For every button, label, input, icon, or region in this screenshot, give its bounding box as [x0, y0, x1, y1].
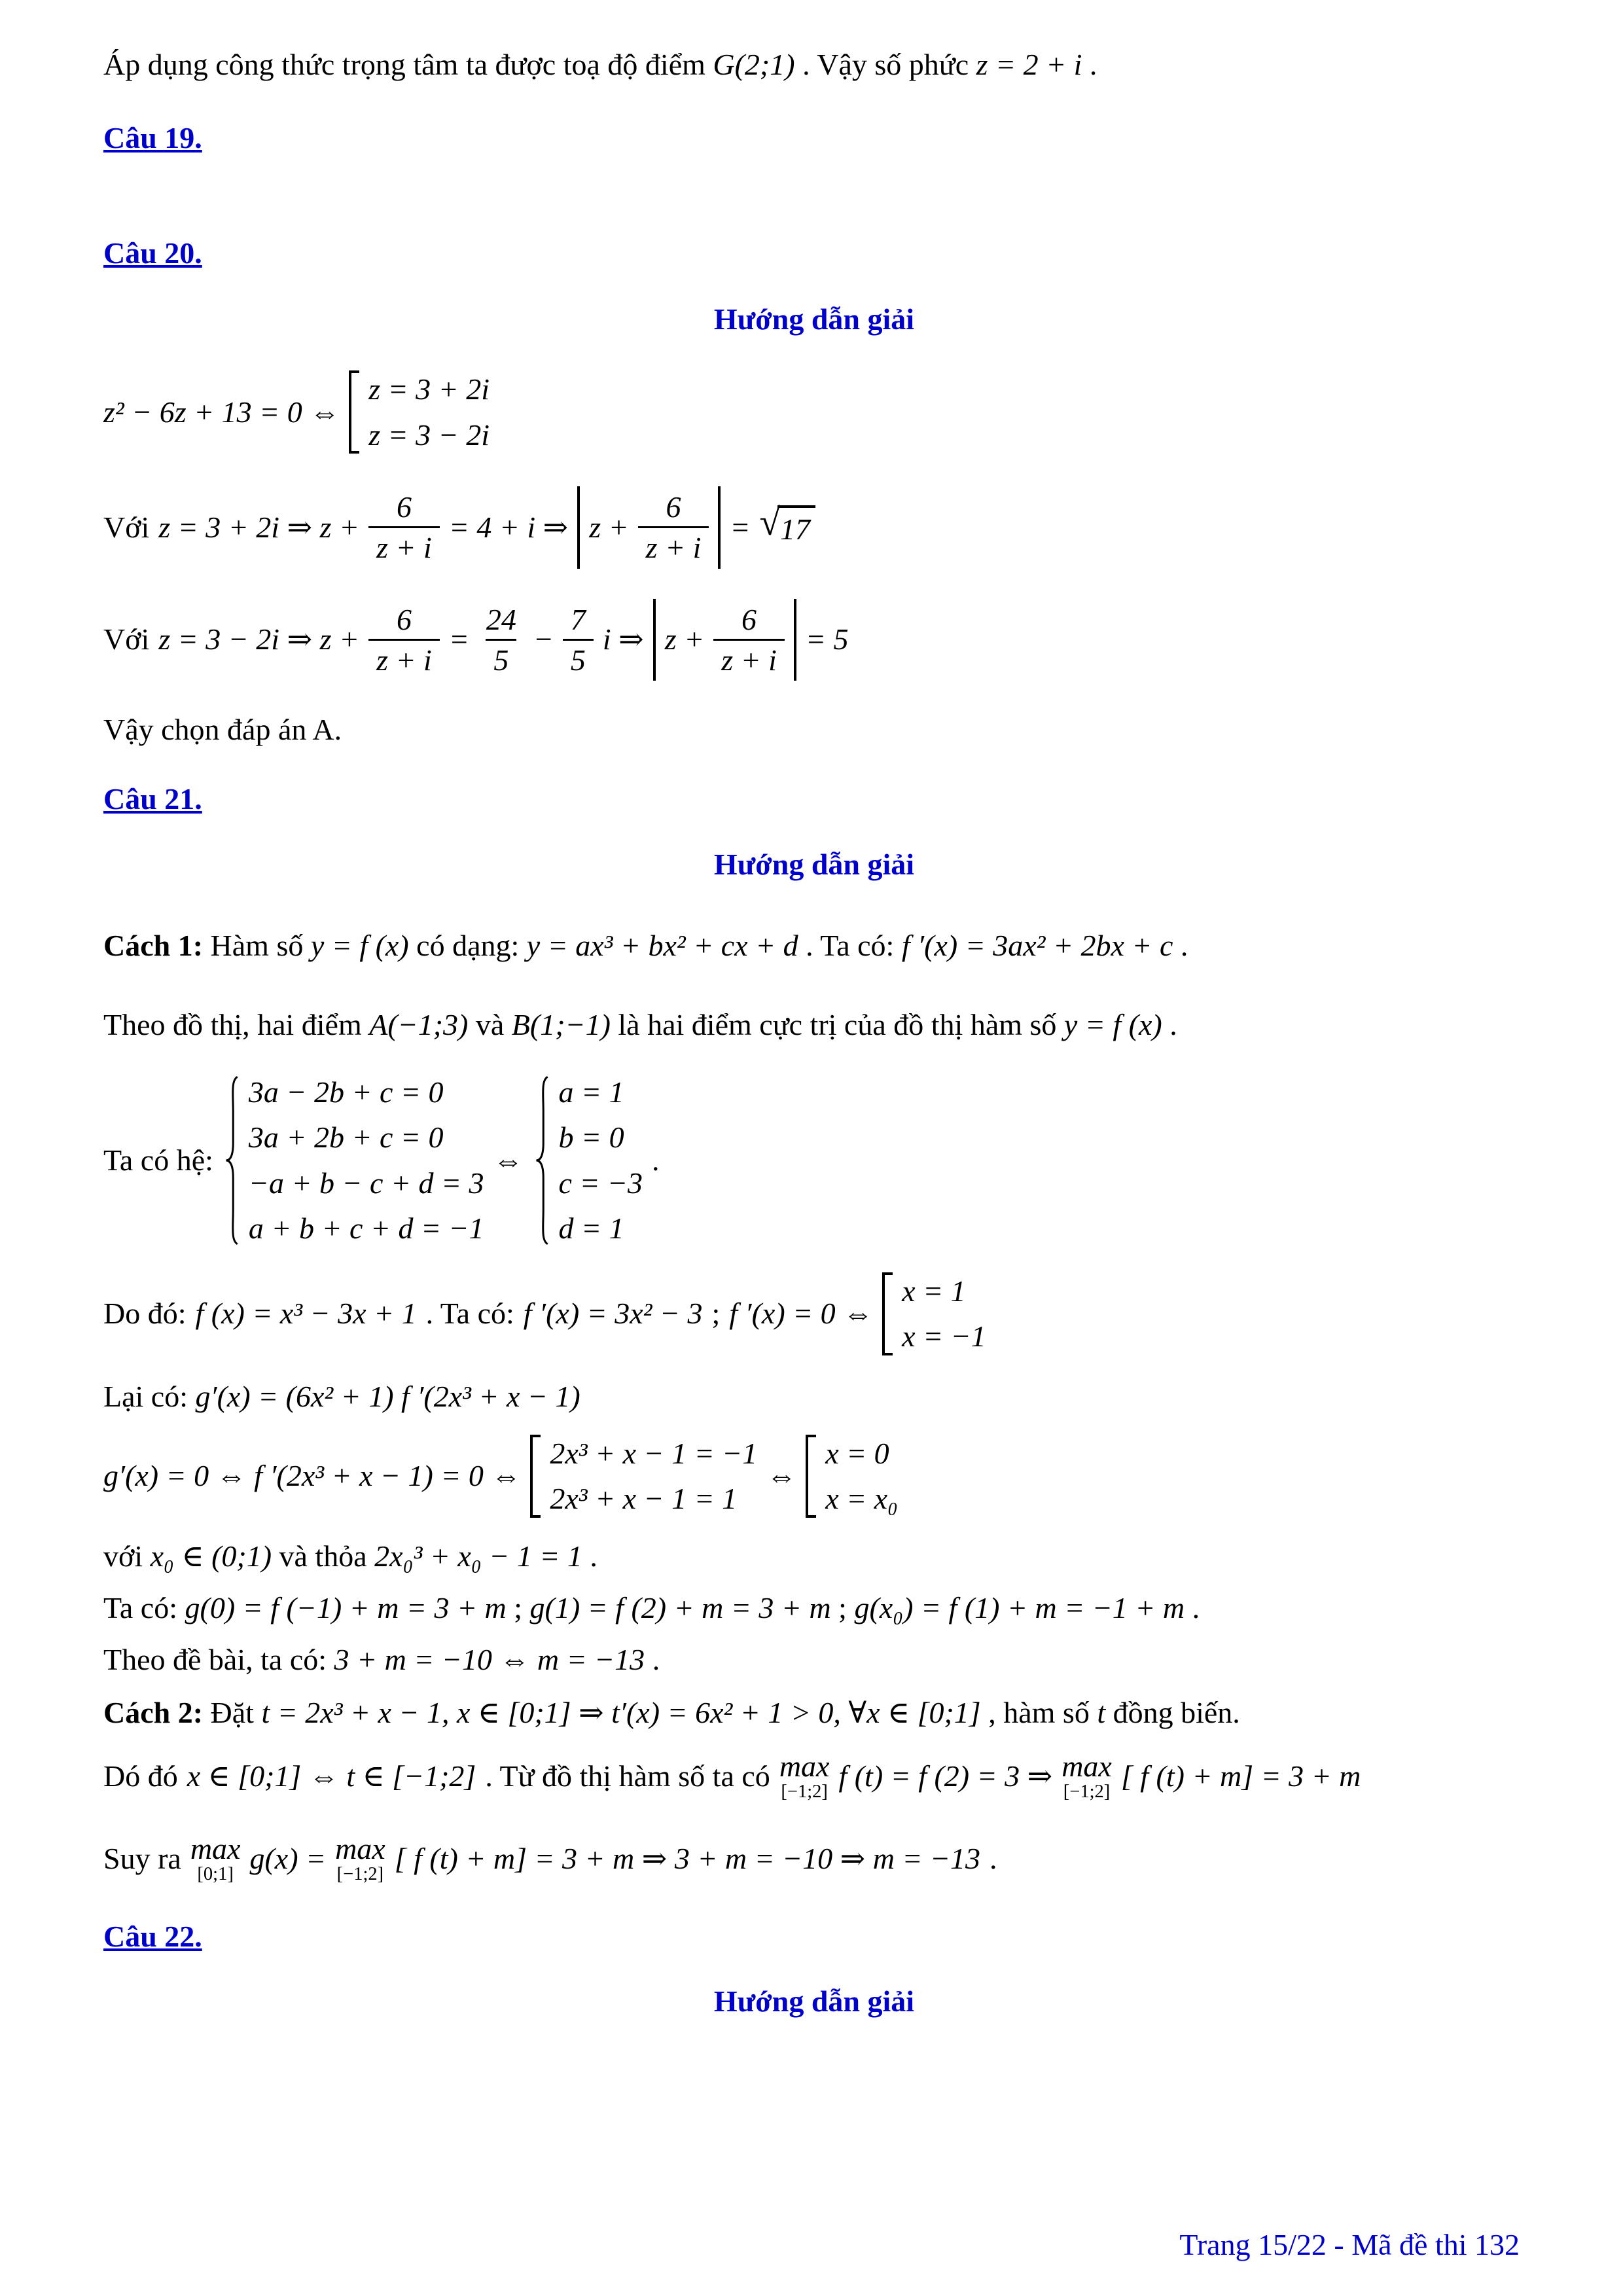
text-run: Theo đồ thị, hai điểm	[103, 1007, 362, 1041]
question-heading-cau19[interactable]: Câu 19.	[103, 121, 202, 154]
math-run: z +	[589, 510, 629, 544]
math-run: g(0) = f (−1) + m = 3 + m	[185, 1590, 507, 1624]
method-label: Cách 1:	[103, 928, 204, 962]
math-run: A(−1;3)	[369, 1007, 469, 1041]
text-run: có dạng:	[416, 928, 520, 962]
system-column	[249, 1073, 484, 1247]
case-equation: x = 0	[825, 1436, 889, 1470]
case-equation: x = 1	[902, 1274, 966, 1308]
fraction	[478, 601, 524, 678]
system-line	[103, 1073, 1525, 1247]
equivalence-arrow: ⇔	[493, 1143, 524, 1177]
math-run: z +	[664, 622, 705, 656]
case-column	[368, 370, 490, 454]
equation-line-q21-12	[103, 1833, 1525, 1884]
system-equation: a = 1	[558, 1075, 624, 1109]
math-run: x ∈ [0;1] ⇔ t ∈ [−1;2]	[187, 1759, 476, 1793]
case-group	[349, 370, 490, 454]
denominator: 5	[486, 639, 516, 678]
text-run: Dó đó	[103, 1759, 178, 1793]
max-subscript: [−1;2]	[336, 1864, 384, 1885]
equation-line-q20-1	[103, 370, 1525, 454]
solution-line-q21-2	[103, 1002, 1525, 1047]
math-run: =	[448, 622, 469, 656]
denominator: z + i	[368, 526, 440, 565]
system-equation: 3a − 2b + c = 0	[248, 1075, 444, 1109]
left-curly-brace-icon	[223, 1073, 240, 1247]
case-equation: 2x³ + x − 1 = −1	[550, 1436, 758, 1470]
math-run: z = 2 + i	[976, 48, 1082, 81]
math-run: G(2;1)	[713, 48, 795, 81]
text-run: Do đó:	[103, 1297, 187, 1331]
fraction	[368, 489, 440, 565]
case-group	[806, 1435, 898, 1518]
max-subscript: [−1;2]	[1063, 1782, 1111, 1802]
solution-line-intro	[103, 42, 1525, 87]
numerator: 7	[570, 602, 586, 636]
case-equation: 2x³ + x − 1 = 1	[550, 1482, 738, 1516]
max-operator	[335, 1833, 385, 1884]
numerator: 24	[486, 602, 516, 636]
math-run: 2x₀³ + x₀ − 1 = 1	[374, 1539, 582, 1573]
system-equation: −a + b − c + d = 3	[248, 1166, 484, 1200]
math-run: z² − 6z + 13 = 0 ⇔	[103, 395, 340, 429]
absolute-value	[653, 599, 796, 681]
text-run: Ta có:	[103, 1590, 178, 1624]
text-run: .	[990, 1842, 997, 1876]
solution-line-q21-1	[103, 923, 1525, 968]
max-label: max	[1061, 1749, 1112, 1783]
text-run: Hàm số	[210, 928, 304, 962]
left-curly-brace-icon	[533, 1073, 550, 1247]
case-group	[530, 1435, 757, 1518]
solution-line-q21-9	[103, 1637, 1525, 1682]
max-label: max	[335, 1831, 385, 1865]
text-run: . Từ đồ thị hàm số ta có	[485, 1759, 770, 1793]
system-column	[559, 1073, 643, 1247]
text-run: Áp dụng công thức trọng tâm ta được toạ độ điểm	[103, 48, 705, 81]
case-equation: z = 3 + 2i	[368, 372, 490, 406]
text-run: , hàm số	[988, 1695, 1090, 1729]
case-equation: x = x₀	[825, 1482, 899, 1516]
math-run: g(x₀) = f (1) + m = −1 + m	[854, 1590, 1185, 1624]
numerator: 6	[741, 602, 757, 636]
question-heading-cau21[interactable]: Câu 21.	[103, 781, 202, 816]
math-run: t = 2x³ + x − 1, x ∈ [0;1] ⇒ t′(x) = 6x² + 1 > 0, ∀x ∈ [0;1]	[261, 1695, 981, 1729]
absolute-value	[577, 486, 721, 568]
denominator: z + i	[638, 526, 709, 565]
math-run: z = 3 + 2i ⇒ z +	[158, 510, 360, 544]
math-run: t	[1097, 1695, 1106, 1729]
math-run: [ f (t) + m] = 3 + m ⇒ 3 + m = −10 ⇒ m = −13	[394, 1842, 981, 1876]
math-run: g′(x) = 0 ⇔ f ′(2x³ + x − 1) = 0 ⇔	[103, 1459, 522, 1493]
math-run: f (t) = f (2) = 3 ⇒	[838, 1759, 1053, 1793]
system-equation: b = 0	[558, 1121, 624, 1155]
system-equation: d = 1	[558, 1211, 624, 1246]
question-heading-cau22[interactable]: Câu 22.	[103, 1920, 202, 1954]
math-run: f (x) = x³ − 3x + 1	[195, 1297, 417, 1331]
text-run: .	[590, 1539, 597, 1573]
solution-line-q21-8	[103, 1585, 1525, 1630]
equation-line-q20-3	[103, 599, 1525, 681]
text-run: .	[652, 1143, 660, 1177]
math-run: g(x) =	[249, 1842, 327, 1876]
max-label: max	[779, 1749, 830, 1783]
equation-line-q21-6	[103, 1435, 1525, 1518]
denominator: 5	[563, 639, 594, 678]
max-operator	[779, 1751, 830, 1802]
equation-line-q21-11	[103, 1751, 1525, 1802]
fraction	[713, 601, 785, 678]
guide-heading: Hướng dẫn giải	[713, 848, 915, 882]
text-run: .	[1192, 1590, 1200, 1624]
text-run: Lại có:	[103, 1379, 188, 1413]
math-run: B(1;−1)	[511, 1007, 611, 1041]
text-run: Vậy chọn đáp án A.	[103, 712, 342, 746]
max-subscript: [−1;2]	[781, 1782, 828, 1802]
left-square-bracket-icon	[349, 370, 359, 454]
case-column	[902, 1272, 986, 1355]
square-root	[759, 502, 815, 549]
conclusion-line	[103, 707, 1525, 752]
equation-line-q20-2	[103, 486, 1525, 568]
math-run: 3 + m = −10 ⇔ m = −13	[334, 1642, 645, 1676]
math-run: g(1) = f (2) + m = 3 + m	[529, 1590, 831, 1624]
numerator: 6	[396, 490, 412, 524]
radical-icon: √	[759, 502, 781, 544]
equation-line-q21-4	[103, 1272, 1525, 1355]
case-equation: z = 3 − 2i	[368, 418, 490, 452]
case-column	[550, 1435, 757, 1518]
left-square-bracket-icon	[882, 1272, 893, 1355]
text-run: .	[1180, 928, 1188, 962]
radicand: 17	[777, 505, 815, 549]
text-run: Suy ra	[103, 1842, 181, 1876]
max-label: max	[190, 1831, 241, 1865]
solution-line-q21-10	[103, 1690, 1525, 1735]
solution-line-q21-5	[103, 1374, 1525, 1419]
method-label: Cách 2:	[103, 1695, 204, 1729]
math-run: f ′(x) = 3x² − 3	[523, 1297, 703, 1331]
max-operator	[190, 1833, 241, 1884]
text-run: Với	[103, 622, 150, 656]
system-group	[223, 1073, 484, 1247]
separator: ;	[838, 1590, 847, 1624]
fraction	[563, 601, 594, 678]
equivalence-arrow: ⇔	[766, 1459, 797, 1493]
question-heading-cau20[interactable]: Câu 20.	[103, 236, 202, 270]
left-square-bracket-icon	[530, 1435, 541, 1518]
math-run: g′(x) = (6x² + 1) f ′(2x³ + x − 1)	[195, 1379, 580, 1413]
max-operator	[1061, 1751, 1112, 1802]
solution-line-q21-7	[103, 1534, 1525, 1579]
text-run: là hai điểm cực trị của đồ thị hàm số	[618, 1007, 1057, 1041]
system-equation: c = −3	[558, 1166, 643, 1200]
text-run: đồng biến.	[1113, 1695, 1240, 1729]
max-subscript: [0;1]	[197, 1864, 234, 1885]
left-square-bracket-icon	[806, 1435, 816, 1518]
text-run: Theo đề bài, ta có:	[103, 1642, 327, 1676]
separator: ;	[711, 1297, 721, 1331]
math-run: x₀ ∈ (0;1)	[150, 1539, 272, 1573]
math-run: y = f (x)	[310, 928, 409, 962]
text-run: với	[103, 1539, 143, 1573]
text-run: .	[652, 1642, 660, 1676]
case-group	[882, 1272, 986, 1355]
text-run: Đặt	[210, 1695, 254, 1729]
math-run: i ⇒	[602, 622, 644, 656]
math-run: =	[730, 510, 751, 544]
system-group	[533, 1073, 643, 1247]
denominator: z + i	[713, 639, 785, 678]
text-run: . Ta có:	[806, 928, 895, 962]
guide-heading: Hướng dẫn giải	[713, 1984, 915, 2018]
case-column	[825, 1435, 898, 1518]
numerator: 6	[666, 490, 681, 524]
system-equation: 3a + 2b + c = 0	[248, 1121, 444, 1155]
math-run: z = 3 − 2i ⇒ z +	[158, 622, 360, 656]
fraction	[368, 601, 440, 678]
system-equation: a + b + c + d = −1	[248, 1211, 484, 1246]
math-run: f ′(x) = 0 ⇔	[729, 1297, 874, 1331]
math-run: [ f (t) + m] = 3 + m	[1120, 1759, 1361, 1793]
denominator: z + i	[368, 639, 440, 678]
page-footer: Trang 15/22 - Mã đề thi 132	[1179, 2228, 1520, 2261]
text-run: .	[1169, 1007, 1177, 1041]
fraction	[638, 489, 709, 565]
math-run: f ′(x) = 3ax² + 2bx + c	[901, 928, 1173, 962]
math-run: = 5	[805, 622, 849, 656]
math-run: = 4 + i ⇒	[448, 510, 569, 544]
guide-heading: Hướng dẫn giải	[713, 302, 915, 336]
text-run: và	[475, 1007, 505, 1041]
numerator: 6	[396, 602, 412, 636]
case-equation: x = −1	[902, 1319, 986, 1354]
text-run: Với	[103, 510, 150, 544]
text-run: và thỏa	[279, 1539, 367, 1573]
text-run: . Vậy số phức	[802, 48, 969, 81]
math-run: y = f (x)	[1063, 1007, 1162, 1041]
text-run: Ta có hệ:	[103, 1143, 213, 1177]
text-run: . Ta có:	[425, 1297, 514, 1331]
math-run: y = ax³ + bx² + cx + d	[526, 928, 798, 962]
separator: ;	[514, 1590, 522, 1624]
text-run: .	[1089, 48, 1097, 81]
math-run: −	[533, 622, 554, 656]
